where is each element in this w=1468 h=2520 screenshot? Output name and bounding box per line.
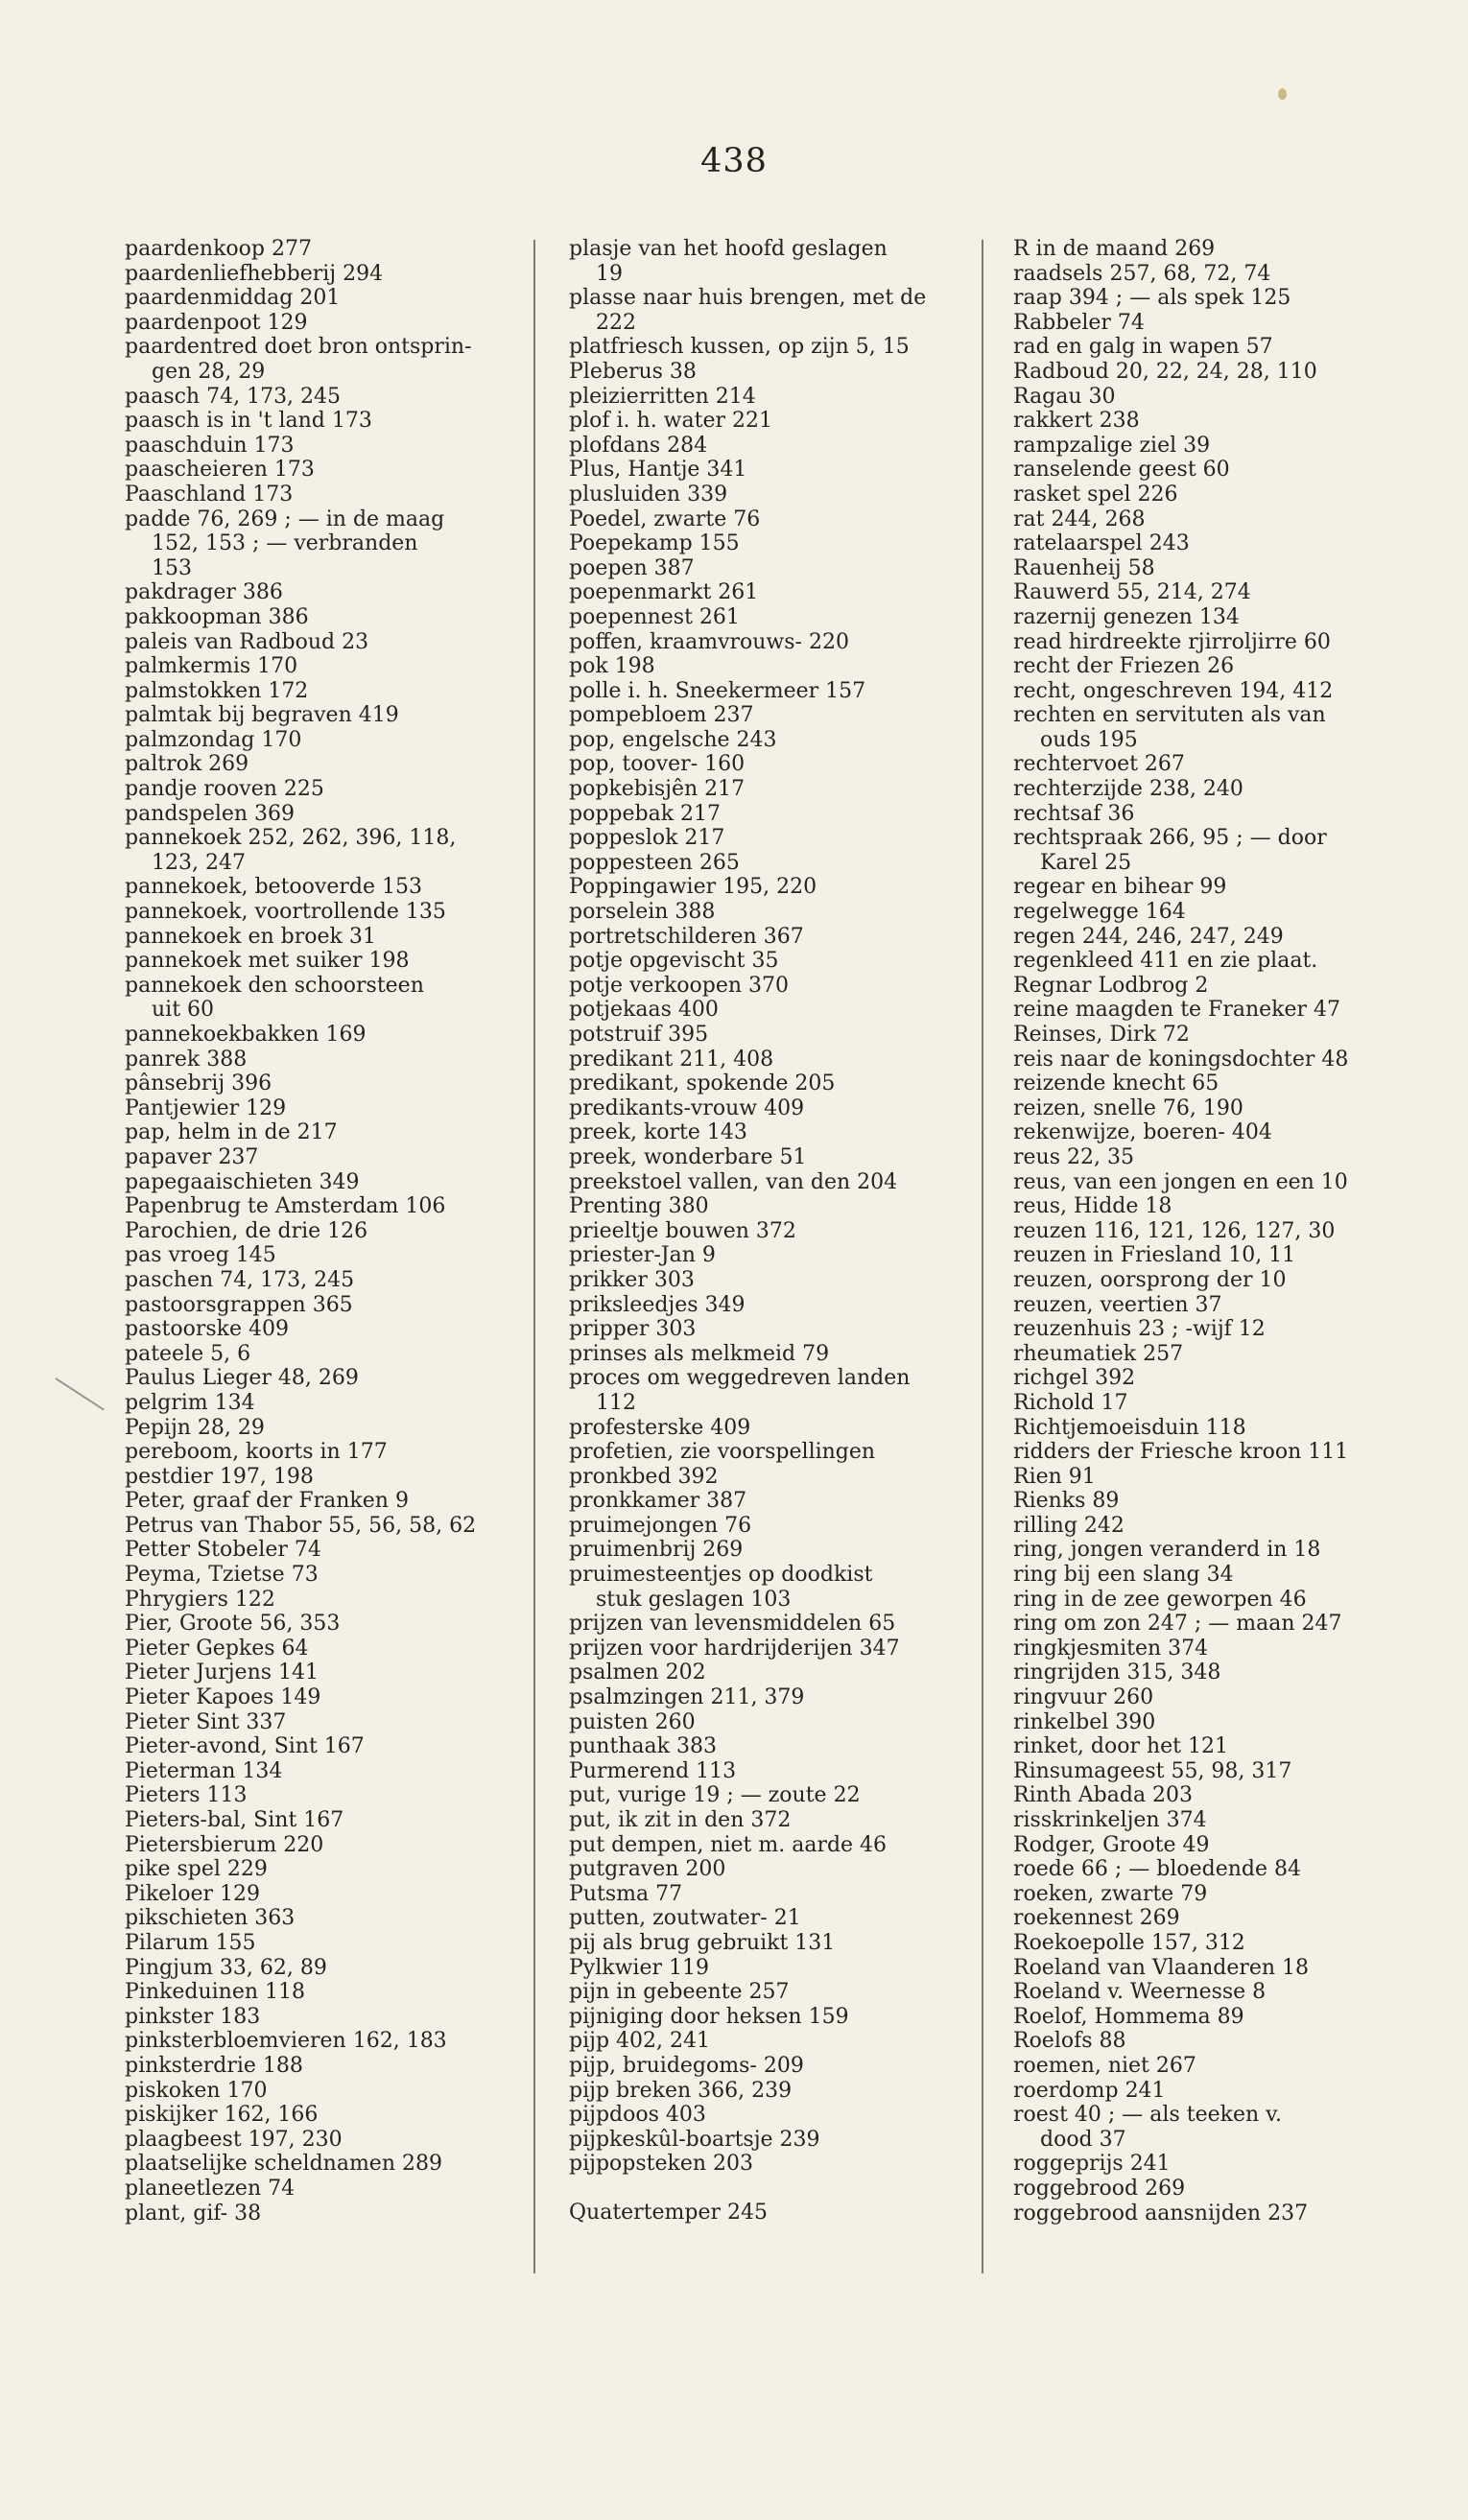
index-entry: pijpopsteken 203	[569, 2152, 754, 2177]
index-entry: roggebrood aansnijden 237	[1013, 2201, 1309, 2226]
index-entry: pelgrim 134	[125, 1390, 255, 1415]
index-entry: reus 22, 35	[1013, 1144, 1134, 1169]
index-entry: pruimenbrij 269	[569, 1538, 744, 1563]
index-entry: Radboud 20, 22, 24, 28, 110	[1013, 359, 1317, 384]
index-entry: popkebisjên 217	[569, 777, 746, 802]
index-entry: potstruif 395	[569, 1023, 709, 1047]
index-entry: Pleberus 38	[569, 359, 697, 384]
index-entry: prikker 303	[569, 1267, 695, 1292]
index-entry: plaagbeest 197, 230	[125, 2127, 343, 2152]
index-entry: razernij genezen 134	[1013, 604, 1240, 629]
index-entry: pruimejongen 76	[569, 1513, 752, 1538]
index-entry: Pieters-bal, Sint 167	[125, 1808, 344, 1832]
index-entry: richgel 392	[1013, 1366, 1136, 1391]
index-entry: preek, wonderbare 51	[569, 1144, 807, 1169]
index-entry: punthaak 383	[569, 1734, 717, 1759]
index-entry: reizende knecht 65	[1013, 1072, 1219, 1096]
index-entry: ring bij een slang 34	[1013, 1563, 1234, 1588]
index-entry: paltrok 269	[125, 752, 249, 777]
index-entry: porselein 388	[569, 900, 716, 925]
pencil-mark	[55, 1378, 104, 1410]
index-entry: roede 66 ; — bloedende 84	[1013, 1857, 1302, 1882]
index-entry: pike spel 229	[125, 1857, 268, 1882]
index-entry: padde 76, 269 ; — in de maag	[125, 506, 445, 531]
index-entry: putgraven 200	[569, 1857, 726, 1882]
index-entry: pop, toover- 160	[569, 752, 746, 777]
index-entry: Rauenheij 58	[1013, 555, 1155, 580]
index-entry: priester-Jan 9	[569, 1243, 716, 1268]
page-number: 438	[700, 142, 768, 180]
index-entry: prijzen van levensmiddelen 65	[569, 1612, 896, 1637]
index-entry: Roekoepolle 157, 312	[1013, 1930, 1245, 1955]
index-entry: Prenting 380	[569, 1194, 709, 1219]
index-entry: roest 40 ; — als teeken v.	[1013, 2103, 1282, 2128]
index-entry: stuk geslagen 103	[569, 1587, 792, 1612]
index-entry: pannekoek den schoorsteen	[125, 973, 424, 998]
index-entry: paschen 74, 173, 245	[125, 1267, 355, 1292]
index-entry: reine maagden te Franeker 47	[1013, 998, 1340, 1023]
index-entry: pas vroeg 145	[125, 1243, 276, 1268]
index-entry: Pieter Kapoes 149	[125, 1685, 321, 1710]
index-entry: Paaschland 173	[125, 482, 294, 506]
index-entry: 153	[125, 555, 192, 580]
index-entry: rechtspraak 266, 95 ; — door	[1013, 826, 1327, 851]
index-entry: ratelaarspel 243	[1013, 531, 1190, 556]
index-entry: pannekoekbakken 169	[125, 1023, 367, 1047]
index-entry: pannekoek en broek 31	[125, 924, 376, 949]
index-entry: portretschilderen 367	[569, 924, 804, 949]
index-entry: Rienks 89	[1013, 1489, 1120, 1514]
index-entry: palmtak bij begraven 419	[125, 703, 399, 728]
index-entry: pronkkamer 387	[569, 1489, 747, 1514]
index-entry: put, vurige 19 ; — zoute 22	[569, 1783, 861, 1808]
index-entry: palmstokken 172	[125, 678, 309, 703]
index-entry: reuzen, veertien 37	[1013, 1292, 1222, 1317]
index-entry: R in de maand 269	[1013, 237, 1216, 261]
index-entry: panrek 388	[125, 1047, 248, 1072]
index-entry: pikschieten 363	[125, 1906, 296, 1931]
index-entry: Poepekamp 155	[569, 531, 740, 556]
index-entry: Poppingawier 195, 220	[569, 875, 817, 900]
index-entry: Rinth Abada 203	[1013, 1783, 1194, 1808]
index-entry: plof i. h. water 221	[569, 409, 772, 434]
index-entry: plasse naar huis brengen, met de	[569, 286, 927, 311]
index-entry: predikant, spokende 205	[569, 1072, 836, 1096]
index-entry: Pieter Gepkes 64	[125, 1636, 309, 1660]
index-entry: reuzen, oorsprong der 10	[1013, 1267, 1287, 1292]
index-entry: Pieter Sint 337	[125, 1709, 287, 1734]
index-entry: pronkbed 392	[569, 1464, 719, 1489]
index-entry: poepen 387	[569, 555, 695, 580]
index-entry: poppeslok 217	[569, 826, 725, 851]
index-entry: pânsebrij 396	[125, 1072, 272, 1096]
index-entry: polle i. h. Sneekermeer 157	[569, 678, 866, 703]
index-entry: Papenbrug te Amsterdam 106	[125, 1194, 446, 1219]
index-entry: raadsels 257, 68, 72, 74	[1013, 261, 1271, 286]
index-entry: reizen, snelle 76, 190	[1013, 1095, 1243, 1120]
index-entry: proces om weggedreven landen	[569, 1366, 911, 1391]
index-entry: pinksterbloemvieren 162, 183	[125, 2029, 447, 2054]
index-entry: pastoorsgrappen 365	[125, 1292, 353, 1317]
index-entry: roeken, zwarte 79	[1013, 1881, 1208, 1906]
index-entry: piskoken 170	[125, 2078, 268, 2103]
index-entry: platfriesch kussen, op zijn 5, 15	[569, 335, 910, 360]
index-entry: Petter Stobeler 74	[125, 1538, 321, 1563]
index-entry: rinket, door het 121	[1013, 1734, 1228, 1759]
index-entry: rat 244, 268	[1013, 506, 1146, 531]
index-entry: ouds 195	[1013, 727, 1138, 752]
index-entry: Pantjewier 129	[125, 1095, 287, 1120]
index-entry: reus, Hidde 18	[1013, 1194, 1172, 1219]
index-entry: rechtsaf 36	[1013, 801, 1135, 826]
index-entry: plofdans 284	[569, 433, 708, 458]
index-entry: plusluiden 339	[569, 482, 728, 506]
index-entry: potje opgevischt 35	[569, 949, 779, 974]
index-entry: pijpdoos 403	[569, 2103, 706, 2128]
index-entry: Rabbeler 74	[1013, 310, 1145, 335]
index-entry: ringrijden 315, 348	[1013, 1660, 1221, 1685]
index-entry: Regnar Lodbrog 2	[1013, 973, 1209, 998]
index-entry: pastoorske 409	[125, 1317, 289, 1342]
index-entry: Phrygiers 122	[125, 1587, 275, 1612]
index-entry: pleizierritten 214	[569, 384, 756, 409]
index-entry: prieeltje bouwen 372	[569, 1218, 796, 1243]
index-entry: pij als brug gebruikt 131	[569, 1930, 836, 1955]
index-entry: pompebloem 237	[569, 703, 754, 728]
index-entry: paasch 74, 173, 245	[125, 384, 342, 409]
index-entry: roemen, niet 267	[1013, 2053, 1196, 2078]
index-entry: 123, 247	[125, 850, 246, 875]
index-entry: potje verkoopen 370	[569, 973, 790, 998]
index-entry: regelwegge 164	[1013, 900, 1186, 925]
index-entry: paaschduin 173	[125, 433, 295, 458]
index-entry: Pietersbierum 220	[125, 1832, 324, 1857]
index-entry: Roeland van Vlaanderen 18	[1013, 1955, 1310, 1980]
index-entry: paardenpoot 129	[125, 310, 308, 335]
index-entry: ranselende geest 60	[1013, 458, 1230, 483]
index-entry: Pylkwier 119	[569, 1955, 709, 1980]
index-entry: rekenwijze, boeren- 404	[1013, 1120, 1272, 1145]
index-entry: rechterzijde 238, 240	[1013, 777, 1243, 802]
index-entry: Reinses, Dirk 72	[1013, 1023, 1190, 1047]
index-column-right	[1013, 237, 1399, 2226]
index-entry: Pier, Groote 56, 353	[125, 1612, 341, 1637]
index-entry: poepennest 261	[569, 604, 740, 629]
index-entry: paasch is in 't land 173	[125, 409, 372, 434]
index-column-middle	[569, 237, 955, 2226]
index-entry: roggebrood 269	[1013, 2176, 1186, 2201]
index-entry: pop, engelsche 243	[569, 727, 777, 752]
index-entry: Poedel, zwarte 76	[569, 506, 761, 531]
index-entry: ringvuur 260	[1013, 1685, 1154, 1710]
index-entry: pijniging door heksen 159	[569, 2004, 849, 2029]
index-entry: pannekoek 252, 262, 396, 118,	[125, 826, 457, 851]
index-entry: pereboom, koorts in 177	[125, 1440, 388, 1465]
index-entry: Pepijn 28, 29	[125, 1415, 265, 1440]
index-entry: rheumatiek 257	[1013, 1341, 1184, 1366]
index-entry: pandspelen 369	[125, 801, 296, 826]
index-entry: ringkjesmiten 374	[1013, 1636, 1209, 1660]
index-entry: pinkster 183	[125, 2004, 261, 2029]
index-entry: pijp breken 366, 239	[569, 2078, 793, 2103]
index-entry: rechten en servituten als van	[1013, 703, 1326, 728]
index-entry: predikant 211, 408	[569, 1047, 774, 1072]
index-entry: Petrus van Thabor 55, 56, 58, 62	[125, 1513, 477, 1538]
index-entry: piskijker 162, 166	[125, 2103, 319, 2128]
index-entry: Karel 25	[1013, 850, 1132, 875]
index-entry: planeetlezen 74	[125, 2176, 296, 2201]
index-entry: papegaaischieten 349	[125, 1169, 360, 1194]
index-entry: Ragau 30	[1013, 384, 1116, 409]
index-entry: paleis van Radboud 23	[125, 629, 369, 654]
index-entry: Putsma 77	[569, 1881, 683, 1906]
index-entry: preekstoel vallen, van den 204	[569, 1169, 898, 1194]
index-entry: Rodger, Groote 49	[1013, 1832, 1210, 1857]
index-entry: pestdier 197, 198	[125, 1464, 314, 1489]
index-entry: pakdrager 386	[125, 580, 283, 605]
index-entry: rinkelbel 390	[1013, 1709, 1156, 1734]
index-entry: ring om zon 247 ; — maan 247	[1013, 1612, 1342, 1637]
index-entry: Pieters 113	[125, 1783, 248, 1808]
index-entry: paardenliefhebberij 294	[125, 261, 384, 286]
index-entry: ring in de zee geworpen 46	[1013, 1587, 1307, 1612]
index-entry: Richtjemoeisduin 118	[1013, 1415, 1246, 1440]
index-entry: reuzen 116, 121, 126, 127, 30	[1013, 1218, 1336, 1243]
index-entry: plant, gif- 38	[125, 2201, 262, 2226]
index-entry: ridders der Friesche kroon 111	[1013, 1440, 1349, 1465]
index-entry: 152, 153 ; — verbranden	[125, 531, 418, 556]
index-entry: prijzen voor hardrijderijen 347	[569, 1636, 900, 1660]
index-entry: palmzondag 170	[125, 727, 302, 752]
index-entry: reis naar de koningsdochter 48	[1013, 1047, 1349, 1072]
index-entry: Roelof, Hommema 89	[1013, 2004, 1244, 2029]
index-entry: pripper 303	[569, 1317, 697, 1342]
index-entry: pijp, bruidegoms- 209	[569, 2053, 804, 2078]
index-entry: dood 37	[1013, 2127, 1126, 2152]
index-entry: put, ik zit in den 372	[569, 1808, 792, 1832]
index-entry: psalmzingen 211, 379	[569, 1685, 805, 1710]
index-entry: pijn in gebeente 257	[569, 1980, 790, 2005]
index-entry: regen 244, 246, 247, 249	[1013, 924, 1284, 949]
index-entry: 19	[569, 261, 623, 286]
index-entry: Peter, graaf der Franken 9	[125, 1489, 409, 1514]
index-entry: puisten 260	[569, 1709, 696, 1734]
index-entry: Quatertemper 245	[569, 2200, 769, 2225]
column-divider	[982, 240, 983, 2273]
index-entry: psalmen 202	[569, 1660, 706, 1685]
index-entry: priksleedjes 349	[569, 1292, 746, 1317]
index-entry: reuzenhuis 23 ; -wijf 12	[1013, 1317, 1266, 1342]
index-entry: reuzen in Friesland 10, 11	[1013, 1243, 1296, 1268]
index-entry: 112	[569, 1390, 636, 1415]
index-entry: regear en bihear 99	[1013, 875, 1227, 900]
index-entry: gen 28, 29	[125, 359, 266, 384]
index-entry: profesterske 409	[569, 1415, 751, 1440]
index-entry: Roeland v. Weernesse 8	[1013, 1980, 1267, 2005]
paper-speck	[1278, 88, 1287, 100]
index-entry: rakkert 238	[1013, 409, 1140, 434]
index-column-left	[125, 237, 509, 2226]
index-entry: pinksterdrie 188	[125, 2053, 303, 2078]
index-entry: pandje rooven 225	[125, 777, 324, 802]
index-entry: Pieter-avond, Sint 167	[125, 1734, 365, 1759]
index-entry: plaatselijke scheldnamen 289	[125, 2152, 442, 2177]
index-entry: Richold 17	[1013, 1390, 1128, 1415]
index-entry: Pikeloer 129	[125, 1881, 260, 1906]
index-entry: poppesteen 265	[569, 850, 740, 875]
index-entry: roggeprijs 241	[1013, 2152, 1171, 2177]
index-entry: prinses als melkmeid 79	[569, 1341, 830, 1366]
index-entry: palmkermis 170	[125, 654, 298, 679]
index-entry: predikants-vrouw 409	[569, 1095, 805, 1120]
index-entry: pap, helm in de 217	[125, 1120, 338, 1145]
index-entry: paardenkoop 277	[125, 237, 312, 261]
index-entry: Peyma, Tzietse 73	[125, 1563, 319, 1588]
index-entry: putten, zoutwater- 21	[569, 1906, 801, 1931]
index-entry: reus, van een jongen en een 10	[1013, 1169, 1348, 1194]
index-entry: poppebak 217	[569, 801, 722, 826]
index-entry: uit 60	[125, 998, 215, 1023]
index-entry: profetien, zie voorspellingen	[569, 1440, 876, 1465]
index-entry: paascheieren 173	[125, 458, 315, 483]
index-entry: Pieter Jurjens 141	[125, 1660, 320, 1685]
index-entry: pok 198	[569, 654, 655, 679]
index-entry: Pieterman 134	[125, 1758, 283, 1783]
index-entry: roerdomp 241	[1013, 2078, 1166, 2103]
index-entry: poffen, kraamvrouws- 220	[569, 629, 849, 654]
index-entry: pijpkeskûl-boartsje 239	[569, 2127, 820, 2152]
column-divider	[533, 240, 535, 2273]
index-entry: raap 394 ; — als spek 125	[1013, 286, 1291, 311]
index-entry: preek, korte 143	[569, 1120, 747, 1145]
index-entry: paardenmiddag 201	[125, 286, 341, 311]
index-entry: pannekoek met suiker 198	[125, 949, 410, 974]
index-entry: Parochien, de drie 126	[125, 1218, 368, 1243]
index-entry: Rien 91	[1013, 1464, 1096, 1489]
index-entry: rampzalige ziel 39	[1013, 433, 1211, 458]
section-gap	[569, 2177, 955, 2201]
index-entry: Pinkeduinen 118	[125, 1980, 305, 2005]
index-entry: pruimesteentjes op doodkist	[569, 1563, 873, 1588]
index-entry: recht der Friezen 26	[1013, 654, 1235, 679]
index-entry: Rauwerd 55, 214, 274	[1013, 580, 1251, 605]
index-entry: paardentred doet bron ontsprin-	[125, 335, 472, 360]
index-entry: regenkleed 411 en zie plaat.	[1013, 949, 1318, 974]
index-entry: pijp 402, 241	[569, 2029, 710, 2054]
index-entry: rad en galg in wapen 57	[1013, 335, 1273, 360]
index-entry: put dempen, niet m. aarde 46	[569, 1832, 888, 1857]
index-entry: roekennest 269	[1013, 1906, 1180, 1931]
index-entry: pateele 5, 6	[125, 1341, 251, 1366]
index-entry: 222	[569, 310, 636, 335]
index-entry: poepenmarkt 261	[569, 580, 759, 605]
index-entry: Pilarum 155	[125, 1930, 256, 1955]
index-entry: potjekaas 400	[569, 998, 719, 1023]
index-entry: pannekoek, voortrollende 135	[125, 900, 446, 925]
index-entry: pannekoek, betooverde 153	[125, 875, 422, 900]
index-entry: rilling 242	[1013, 1513, 1125, 1538]
index-entry: Plus, Hantje 341	[569, 458, 747, 483]
index-entry: Paulus Lieger 48, 269	[125, 1366, 359, 1391]
index-entry: risskrinkeljen 374	[1013, 1808, 1207, 1832]
index-entry: pakkoopman 386	[125, 604, 309, 629]
index-entry: plasje van het hoofd geslagen	[569, 237, 888, 261]
index-entry: Rinsumageest 55, 98, 317	[1013, 1758, 1292, 1783]
index-entry: Purmerend 113	[569, 1758, 737, 1783]
index-entry: rechtervoet 267	[1013, 752, 1185, 777]
index-entry: rasket spel 226	[1013, 482, 1178, 506]
index-entry: read hirdreekte rjirroljirre 60	[1013, 629, 1331, 654]
index-entry: recht, ongeschreven 194, 412	[1013, 678, 1334, 703]
index-entry: Pingjum 33, 62, 89	[125, 1955, 327, 1980]
index-entry: ring, jongen veranderd in 18	[1013, 1538, 1321, 1563]
index-entry: Roelofs 88	[1013, 2029, 1126, 2054]
index-entry: papaver 237	[125, 1144, 259, 1169]
